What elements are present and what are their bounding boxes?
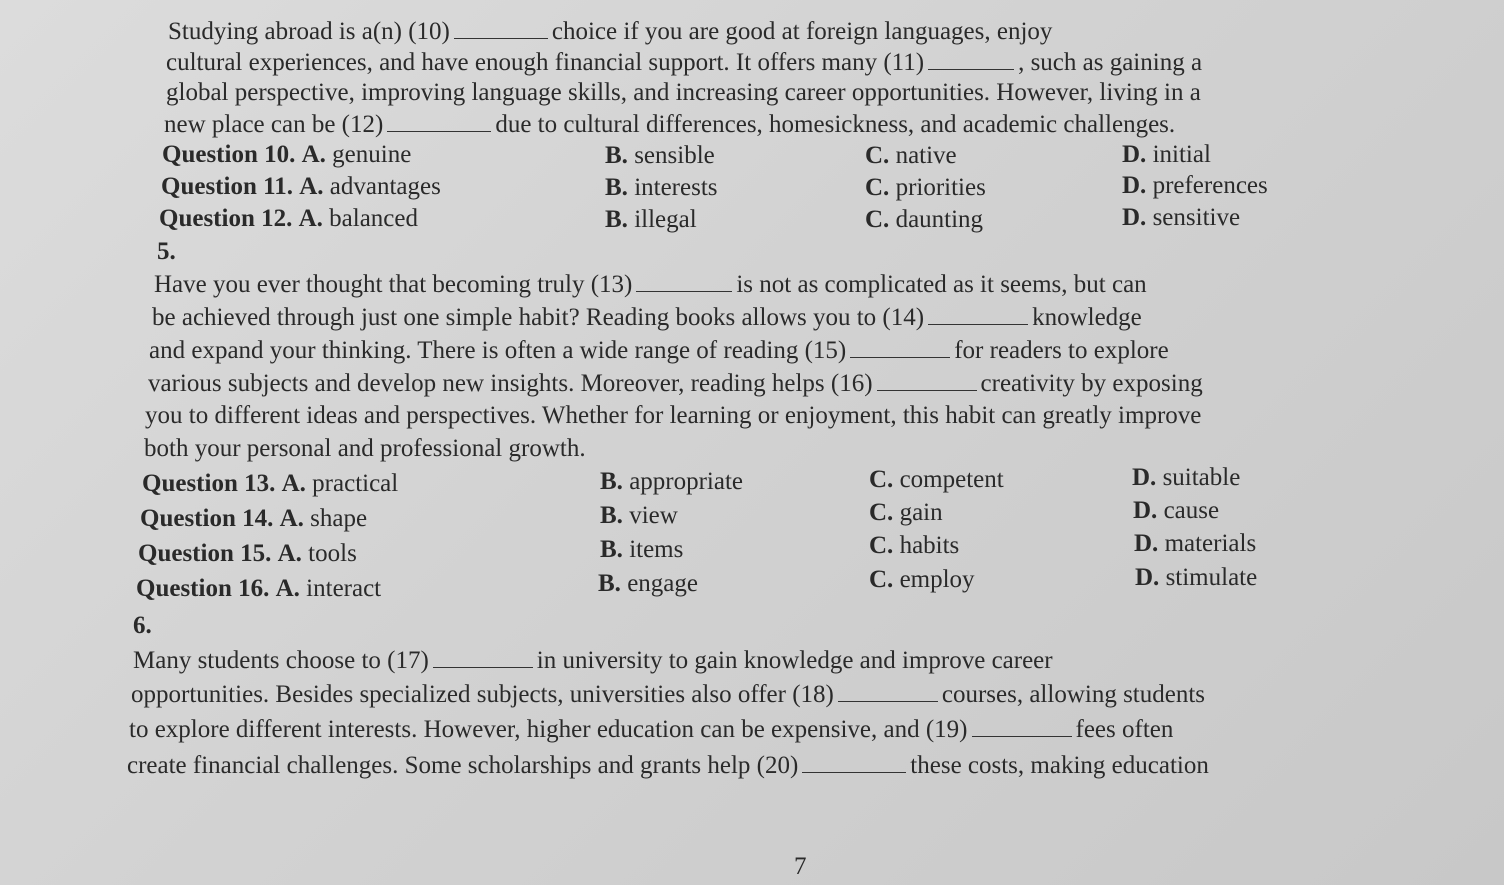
option-b-cell[interactable] [598, 569, 698, 599]
option-c[interactable]: daunting [895, 206, 984, 233]
passage-text: , such as gaining a [1018, 49, 1203, 76]
option-letter: B. [600, 502, 630, 529]
option-letter: B. [605, 206, 635, 233]
option-b[interactable]: appropriate [629, 468, 744, 495]
option-b-cell[interactable] [600, 501, 678, 531]
option-c[interactable]: competent [899, 466, 1004, 493]
blank-11[interactable] [928, 47, 1014, 70]
passage-text: various subjects and develop new insights. Moreover, reading helps (16) [148, 370, 873, 397]
passage-text: knowledge [1032, 304, 1142, 331]
passage-text: opportunities. Besides specialized subjects, universities also offer (18) [131, 681, 834, 708]
blank-18[interactable] [838, 679, 938, 702]
question-label: Question 11. [161, 173, 293, 200]
option-d[interactable]: suitable [1162, 464, 1241, 491]
passage-line [154, 269, 1147, 300]
blank-13[interactable] [636, 269, 732, 292]
option-letter: B. [605, 142, 635, 169]
option-a[interactable]: practical [312, 470, 399, 497]
blank-20[interactable] [802, 750, 906, 773]
blank-16[interactable] [877, 368, 977, 391]
passage-text: for readers to explore [954, 337, 1169, 364]
section-number: 6. [133, 612, 152, 639]
passage-line [131, 679, 1205, 710]
option-b[interactable]: interests [634, 174, 718, 201]
option-b[interactable]: view [629, 502, 678, 529]
option-letter: D. [1122, 204, 1153, 231]
option-a[interactable]: advantages [329, 173, 441, 200]
option-c[interactable]: employ [899, 566, 975, 593]
question-row [161, 172, 441, 202]
option-c[interactable]: gain [899, 499, 943, 526]
option-letter: B. [600, 536, 630, 563]
question-label: Question 13. [142, 470, 276, 497]
option-letter: C. [869, 532, 900, 559]
option-letter: D. [1122, 141, 1153, 168]
option-letter: C. [869, 466, 900, 493]
option-letter: D. [1132, 464, 1163, 491]
option-d-cell[interactable] [1122, 171, 1268, 201]
option-a[interactable]: balanced [329, 205, 419, 232]
passage-line [127, 750, 1209, 781]
passage-text: in university to gain knowledge and improve career [536, 647, 1053, 674]
passage-line [168, 16, 1052, 47]
option-d[interactable]: sensitive [1152, 204, 1241, 231]
option-b-cell[interactable] [600, 467, 743, 497]
question-row [142, 469, 398, 499]
option-letter: B. [598, 570, 628, 597]
option-letter: C. [865, 142, 896, 169]
page-number: 7 [794, 853, 807, 880]
option-letter: B. [600, 468, 630, 495]
passage-text: and expand your thinking. There is often a wide range of reading (15) [149, 337, 847, 364]
blank-19[interactable] [972, 714, 1072, 737]
option-d[interactable]: stimulate [1165, 564, 1258, 591]
passage-line [133, 645, 1053, 676]
option-letter: D. [1135, 564, 1166, 591]
option-c-cell[interactable] [869, 498, 943, 528]
passage-text: fees often [1075, 716, 1174, 743]
passage-line [144, 434, 586, 464]
blank-10[interactable] [454, 16, 548, 39]
option-d[interactable]: initial [1152, 141, 1211, 168]
section-number: 5. [157, 238, 176, 265]
option-letter: A. [298, 205, 330, 232]
option-c[interactable]: priorities [895, 174, 986, 201]
option-letter: B. [605, 174, 635, 201]
question-row [138, 539, 357, 569]
passage-text: Many students choose to (17) [133, 647, 429, 674]
passage-text: to explore different interests. However, higher education can be expensive, and (19) [129, 716, 968, 743]
passage-text: Have you ever thought that becoming truly (13) [154, 271, 633, 298]
option-b[interactable]: sensible [634, 142, 715, 169]
option-d-cell[interactable] [1133, 496, 1219, 526]
option-c-cell[interactable] [865, 173, 986, 203]
passage-text: both your personal and professional growth. [144, 435, 586, 462]
passage-text: Studying abroad is a(n) (10) [168, 18, 450, 45]
blank-12[interactable] [387, 109, 491, 132]
option-letter: A. [279, 505, 311, 532]
option-b-cell[interactable] [605, 173, 718, 203]
option-c[interactable]: habits [899, 532, 960, 559]
option-a[interactable]: shape [310, 505, 368, 532]
option-b-cell[interactable] [600, 535, 683, 565]
passage-line [166, 78, 1201, 108]
question-label: Question 12. [159, 205, 293, 232]
question-label: Question 15. [138, 540, 272, 567]
option-letter: A. [281, 470, 313, 497]
option-d-cell[interactable] [1132, 463, 1240, 493]
passage-line [129, 714, 1173, 745]
blank-17[interactable] [433, 645, 533, 668]
passage-line [166, 47, 1202, 78]
option-c-cell[interactable] [869, 531, 959, 561]
option-c[interactable]: native [895, 142, 957, 169]
passage-text: choice if you are good at foreign languages, enjoy [551, 18, 1053, 45]
option-c-cell[interactable] [869, 565, 975, 595]
passage-text: is not as complicated as it seems, but can [736, 271, 1147, 298]
option-a[interactable]: tools [308, 540, 357, 567]
passage-text: cultural experiences, and have enough financial support. It offers many (11) [166, 49, 925, 76]
passage-text: you to different ideas and perspectives. Whether for learning or enjoyment, this habit can greatly improve [145, 402, 1202, 429]
option-letter: C. [869, 566, 900, 593]
option-letter: C. [869, 499, 900, 526]
question-row [162, 140, 411, 170]
option-letter: D. [1134, 530, 1165, 557]
option-letter: C. [865, 174, 896, 201]
question-label: Question 10. [162, 141, 296, 168]
passage-line [164, 109, 1175, 140]
passage-text: create financial challenges. Some scholarships and grants help (20) [127, 752, 799, 779]
option-letter: A. [301, 141, 333, 168]
option-b[interactable]: illegal [634, 206, 697, 233]
option-b-cell[interactable] [605, 141, 715, 171]
option-c-cell[interactable] [865, 205, 983, 235]
question-label: Question 14. [140, 505, 274, 532]
passage-text: global perspective, improving language skills, and increasing career opportunities. However, living in a [166, 79, 1201, 106]
option-letter: A. [299, 173, 330, 200]
blank-15[interactable] [850, 335, 950, 358]
passage-text: due to cultural differences, homesickness, and academic challenges. [495, 111, 1176, 138]
option-b-cell[interactable] [605, 205, 697, 235]
passage-line [149, 335, 1169, 366]
question-row [136, 574, 381, 604]
option-a[interactable]: genuine [332, 141, 412, 168]
blank-14[interactable] [928, 302, 1028, 325]
passage-text: be achieved through just one simple habit? Reading books allows you to (14) [152, 304, 925, 331]
option-d[interactable]: cause [1163, 497, 1220, 524]
option-d[interactable]: materials [1164, 530, 1257, 557]
option-letter: A. [275, 575, 307, 602]
option-d-cell[interactable] [1122, 203, 1240, 233]
question-label: Question 16. [136, 575, 270, 602]
option-d-cell[interactable] [1122, 140, 1211, 170]
passage-line [145, 401, 1201, 431]
option-d[interactable]: preferences [1152, 172, 1268, 199]
passage-text: creativity by exposing [980, 370, 1203, 397]
option-letter: D. [1122, 172, 1153, 199]
passage-text: courses, allowing students [941, 681, 1206, 708]
option-b[interactable]: engage [627, 570, 698, 597]
passage-line [148, 368, 1203, 399]
question-row [159, 204, 418, 234]
option-c-cell[interactable] [865, 141, 957, 171]
passage-text: new place can be (12) [164, 111, 384, 138]
option-letter: D. [1133, 497, 1164, 524]
question-row [140, 504, 367, 534]
option-letter: A. [277, 540, 309, 567]
option-b[interactable]: items [629, 536, 684, 563]
passage-text: these costs, making education [910, 752, 1209, 779]
passage-line [152, 302, 1142, 333]
option-a[interactable]: interact [306, 575, 382, 602]
option-letter: C. [865, 206, 896, 233]
option-d-cell[interactable] [1134, 529, 1256, 559]
option-d-cell[interactable] [1135, 563, 1257, 593]
option-c-cell[interactable] [869, 465, 1004, 495]
